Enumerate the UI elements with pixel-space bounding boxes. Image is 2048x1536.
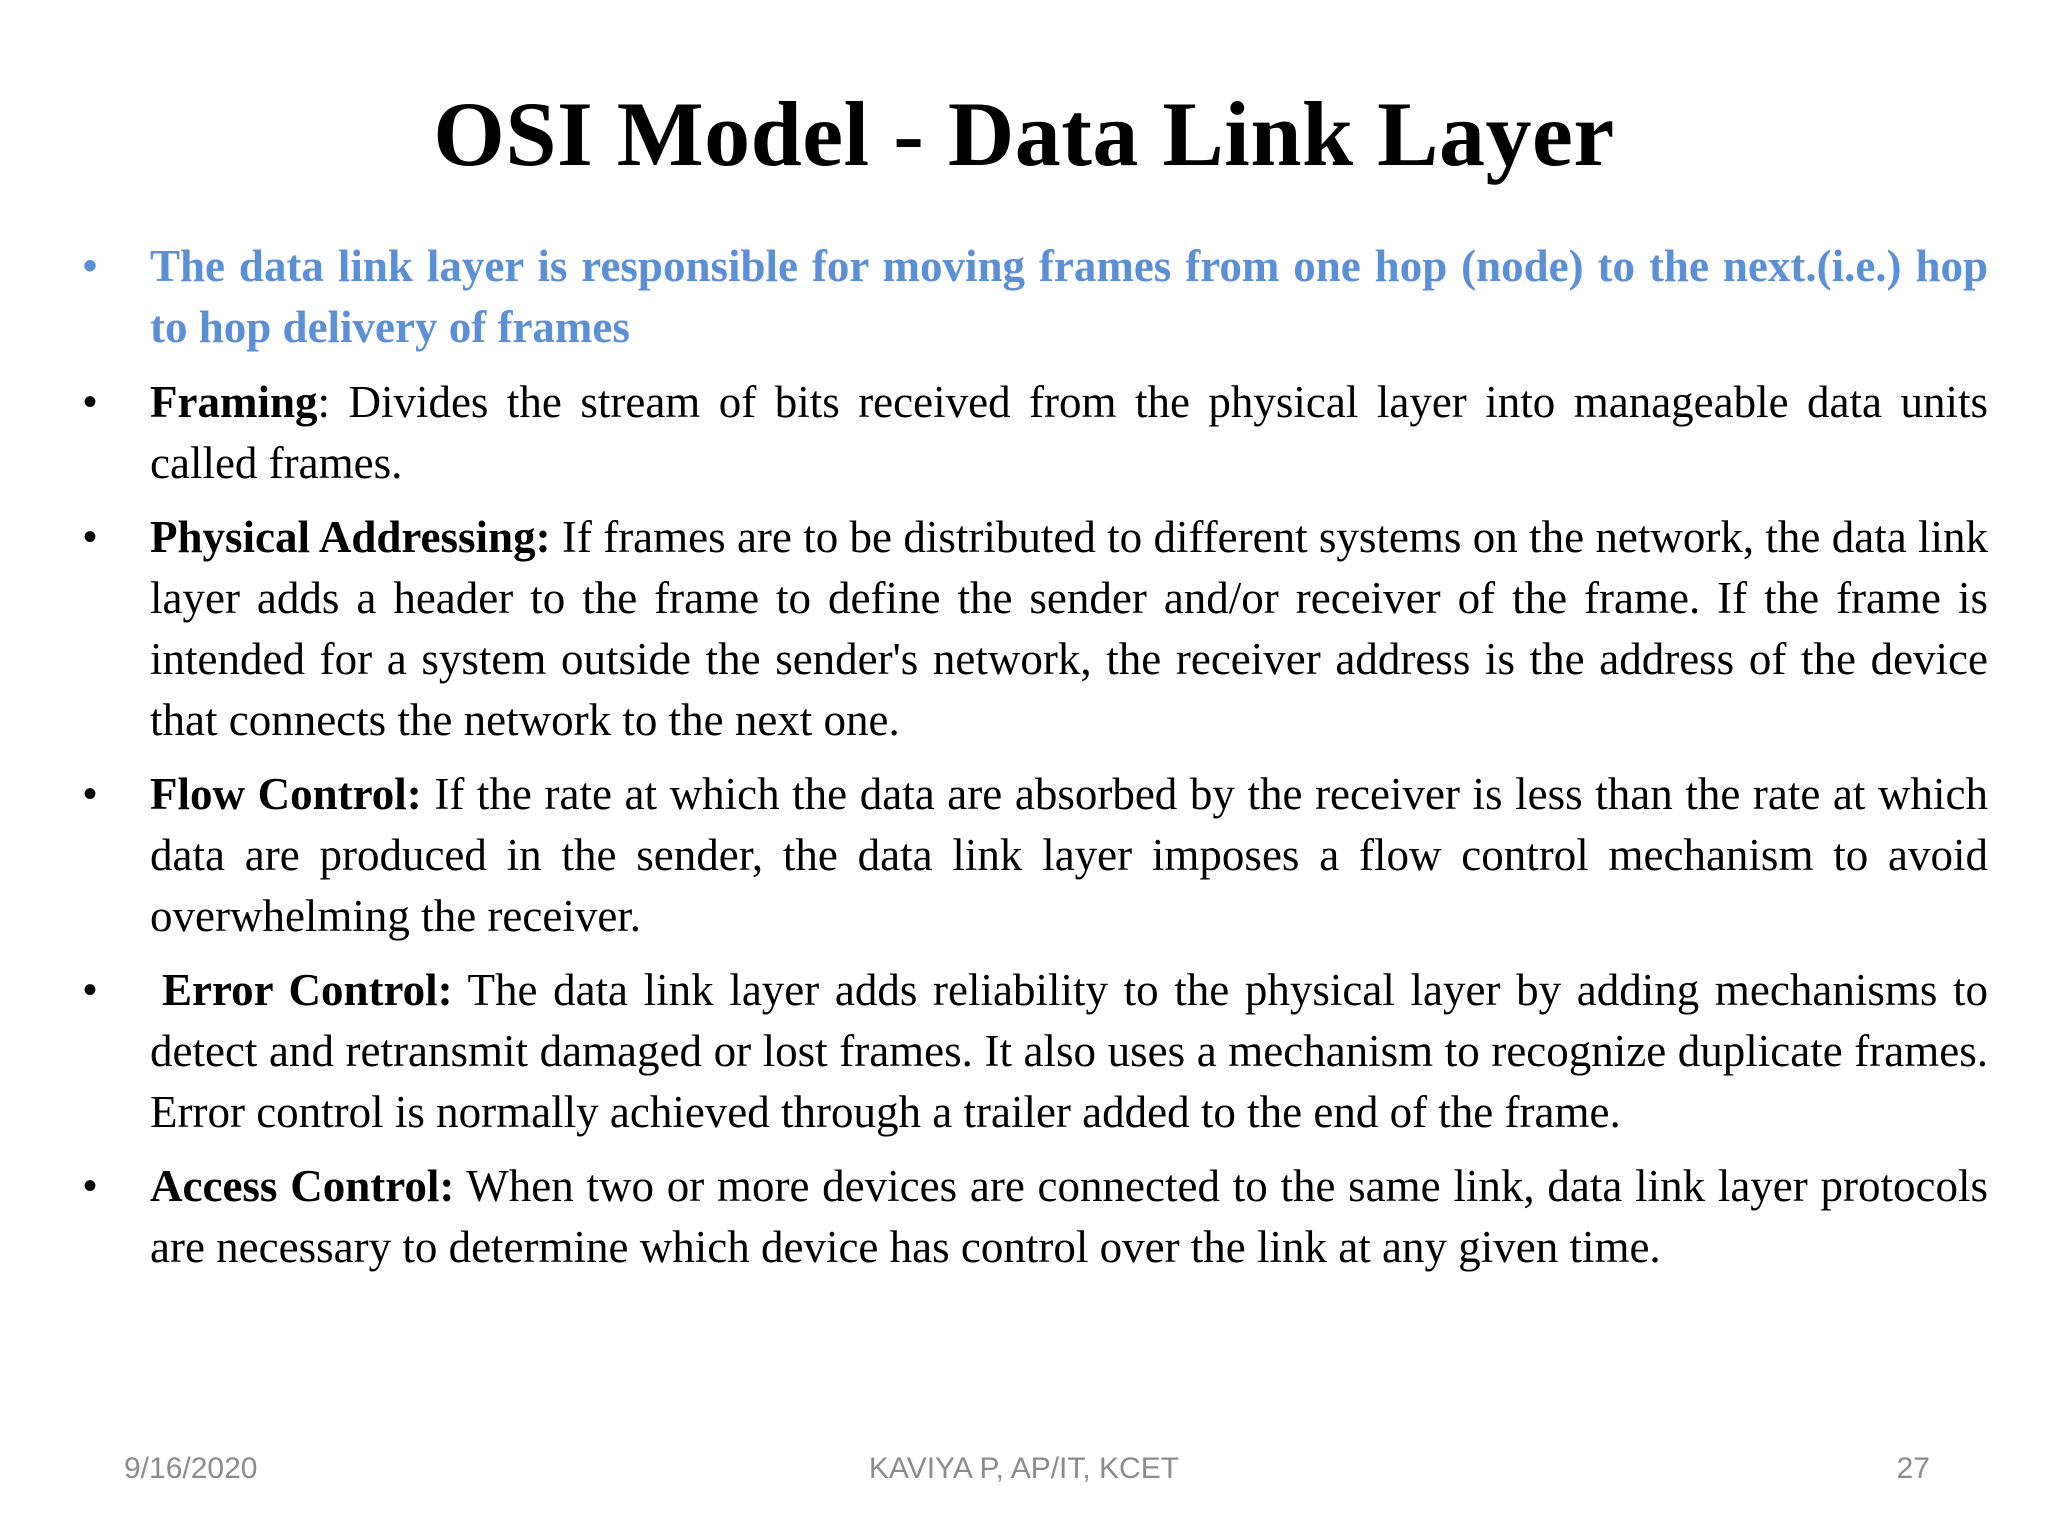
bullet-dot-icon: • xyxy=(82,515,97,559)
bullet-dot-icon: • xyxy=(82,1164,97,1208)
bullet-dot-icon: • xyxy=(82,380,97,424)
bullet-physical-addressing-term: Physical Addressing: xyxy=(150,512,551,562)
bullet-flow-control-term: Flow Control: xyxy=(150,769,422,819)
bullet-access-control-text: When two or more devices are connected to the same link, data link layer protocols are necessary to determine which device has control over the link at any given time. xyxy=(150,1161,1988,1272)
bullet-error-control-term: Error Control: xyxy=(162,965,453,1015)
bullet-intro xyxy=(82,236,1988,358)
bullet-dot-icon: • xyxy=(82,968,97,1012)
bullet-flow-control-text: If the rate at which the data are absorbed by the receiver is less than the rate at which data are produced in the sender, the data link layer imposes a flow control mechanism to avoid overwhelming the receiver. xyxy=(150,769,1988,941)
bullet-physical-addressing xyxy=(82,507,1988,751)
bullet-framing xyxy=(82,372,1988,494)
bullet-error-control-text: The data link layer adds reliability to the physical layer by adding mechanisms to detect and retransmit damaged or lost frames. It also uses a mechanism to recognize duplicate frames. Error control is normally achieved through a trailer added to the end of the frame. xyxy=(150,965,1988,1137)
bullet-flow-control xyxy=(82,764,1988,947)
bullet-framing-text: : Divides the stream of bits received from the physical layer into manageable data units called frames. xyxy=(150,377,1988,488)
slide-title: OSI Model - Data Link Layer xyxy=(433,83,1615,185)
bullet-access-control xyxy=(82,1156,1988,1278)
footer-date: 9/16/2020 xyxy=(124,1452,258,1485)
bullet-intro-text: The data link layer is responsible for moving frames from one hop (node) to the next.(i.e.) hop to hop delivery of frames xyxy=(150,241,1988,352)
bullet-dot-icon: • xyxy=(82,244,97,288)
footer-author: KAVIYA P, AP/IT, KCET xyxy=(868,1452,1180,1485)
bullet-error-control xyxy=(82,960,1988,1143)
bullet-framing-term: Framing xyxy=(150,377,318,427)
bullet-dot-icon: • xyxy=(82,772,97,816)
bullet-access-control-term: Access Control: xyxy=(150,1161,455,1211)
bullet-list xyxy=(82,236,1988,1291)
bullet-physical-addressing-text: If frames are to be distributed to different systems on the network, the data link layer adds a header to the frame to define the sender and/or receiver of the frame. If the frame is intended for a system outside the sender's network, the receiver address is the address of the device that connects the network to the next one. xyxy=(150,512,1988,745)
footer-page-number: 27 xyxy=(1896,1452,1930,1485)
